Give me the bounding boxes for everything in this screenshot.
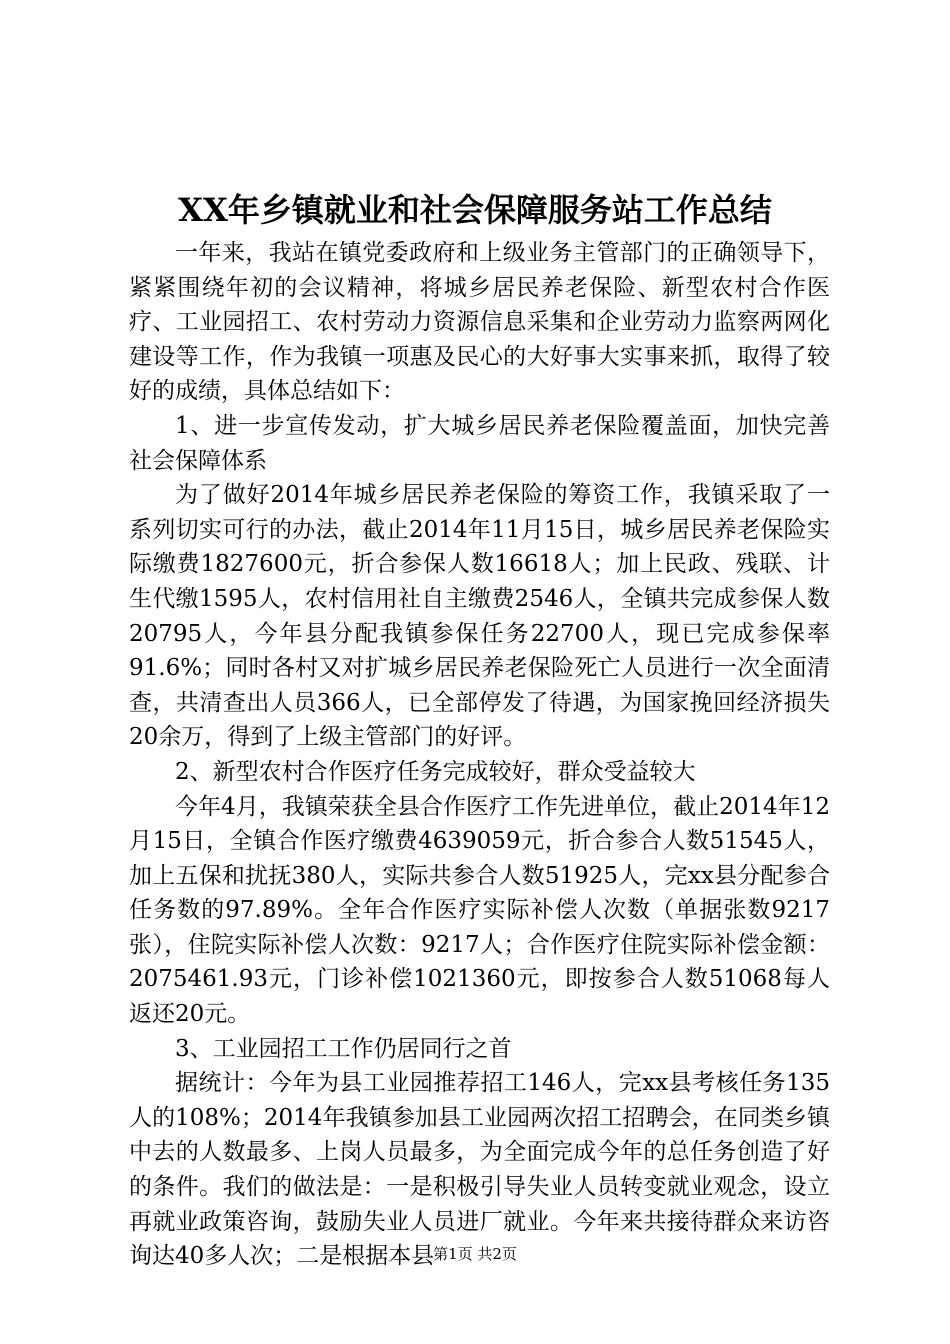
paragraph-section-2: 今年4月，我镇荣获全县合作医疗工作先进单位，截止2014年12月15日，全镇合作医疗缴费4639059元，折合参合人数51545人，加上五保和扰抚380人，实际共参合人数51925人，完xx县分配参合任务数的97.89%。全年合作医疗实际补偿人次数（单据张数9217张），住院实际补偿人次数：9217人；合作医疗住院实际补偿金额：2075461.93元，门诊补偿1021360元，即按参合人数51068每人返还20元。 xyxy=(129,793,830,1028)
paragraph-section-1: 为了做好2014年城乡居民养老保险的筹资工作，我镇采取了一系列切实可行的办法，截止2014年11月15日，城乡居民养老保险实际缴费1827600元，折合参保人数16618人；加上民政、残联、计生代缴1595人，农村信用社自主缴费2546人，全镇共完成参保人数20795人，今年县分配我镇参保任务22700人，现已完成参保率91.6%；同时各村又对扩城乡居民养老保险死亡人员进行一次全面清查，共清查出人员366人，已全部停发了待遇，为国家挽回经济损失20余万，得到了上级主管部门的好评。 xyxy=(129,482,830,751)
page-number-footer: 第1页 共2页 xyxy=(433,1245,517,1263)
section-heading-3: 3、工业园招工工作仍居同行之首 xyxy=(175,1035,512,1062)
section-heading-1: 1、进一步宣传发动，扩大城乡居民养老保险覆盖面，加快完善社会保障体系 xyxy=(129,412,830,474)
section-heading-2: 2、新型农村合作医疗任务完成较好，群众受益较大 xyxy=(175,758,696,785)
paragraph-intro: 一年来，我站在镇党委政府和上级业务主管部门的正确领导下，紧紧围绕年初的会议精神，将城乡居民养老保险、新型农村合作医疗、工业园招工、农村劳动力资源信息采集和企业劳动力监察两网化建设等工作，作为我镇一项惠及民心的大好事大实事来抓，取得了较好的成绩，具体总结如下： xyxy=(129,240,830,405)
paragraph-section-3: 据统计：今年为县工业园推荐招工146人，完xx县考核任务135人的108%；2014年我镇参加县工业园两次招工招聘会，在同类乡镇中去的人数最多、上岗人员最多，为全面完成今年的总任务创造了好的条件。我们的做法是：一是积极引导失业人员转变就业观念，设立再就业政策咨询，鼓励失业人员进厂就业。今年来共接待群众来访咨询达40多人次；二是根据本县 xyxy=(129,1070,830,1270)
document-body xyxy=(129,236,830,1274)
document-title: XX年乡镇就业和社会保障服务站工作总结 xyxy=(178,191,772,229)
